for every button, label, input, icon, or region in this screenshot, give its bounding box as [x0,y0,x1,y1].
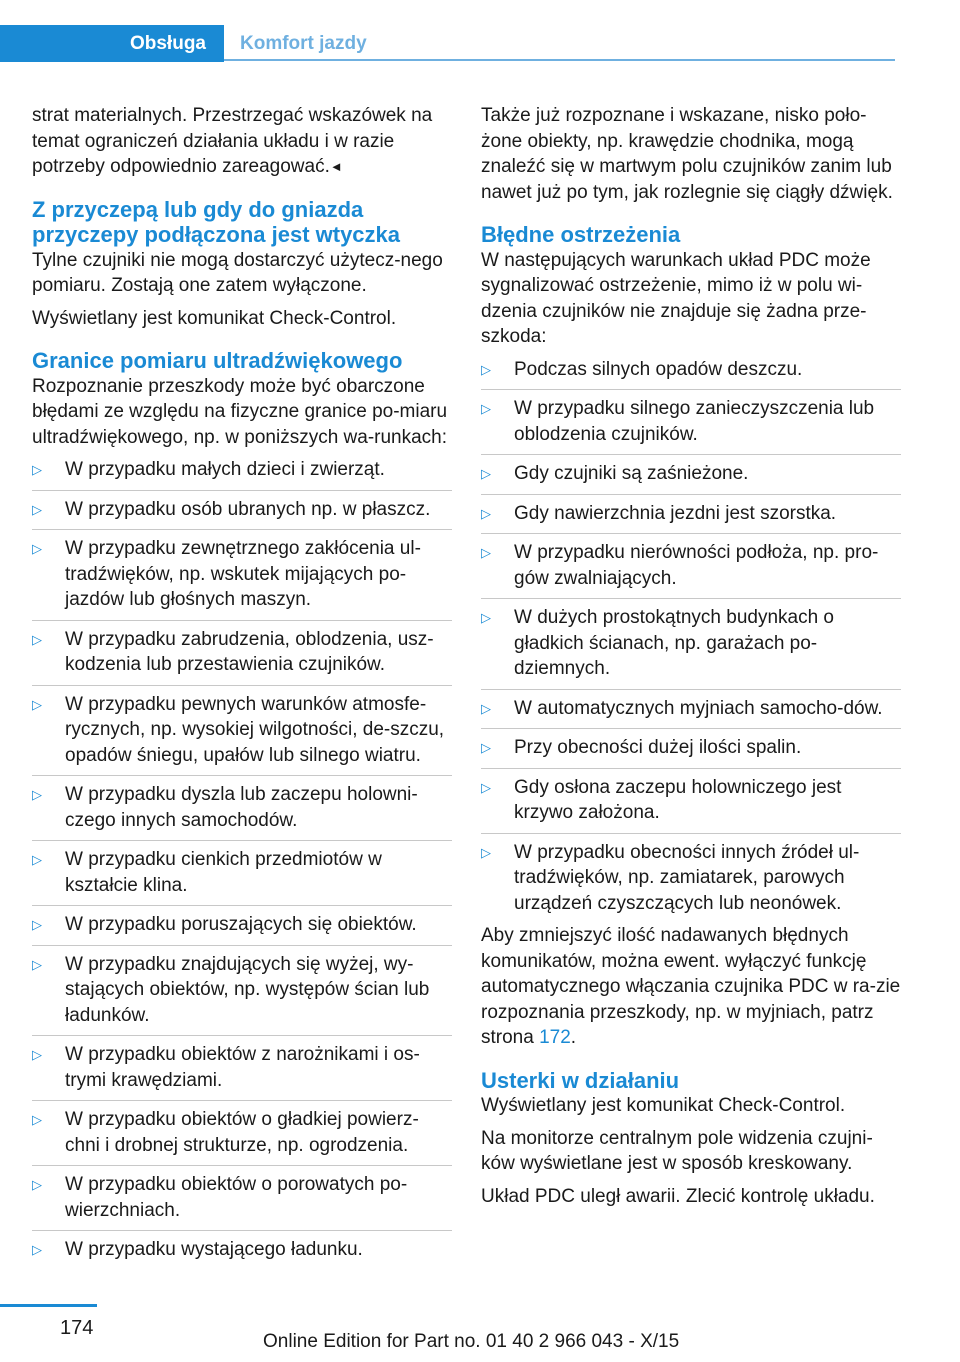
list-item: ▷ W automatycznych myjniach samocho‐dów. [481,696,901,722]
page-number: 174 [60,1317,94,1339]
limits-list [32,457,452,1263]
false-warnings-paragraph: W następujących warunkach układ PDC może sygnalizować ostrzeżenie, mimo iż w polu wi‐dzenia czujników nie znajduje się żadna prze‐szkoda: [481,249,871,347]
divider [32,840,452,841]
triangle-bullet-icon: ▷ [481,610,491,625]
divider [481,389,901,390]
list-item: ▷ W przypadku dyszla lub zaczepu holowni‐czego innych samochodów. [32,784,418,831]
divider [32,490,452,491]
divider [32,529,452,530]
triangle-bullet-icon: ▷ [481,466,491,481]
triangle-bullet-icon: ▷ [32,852,42,867]
triangle-bullet-icon: ▷ [32,631,42,647]
triangle-bullet-icon: ▷ [32,787,42,802]
list-item: ▷ Gdy nawierzchnia jezdni jest szorstka. [481,501,901,527]
heading-trailer: Z przyczepą lub gdy do gniazda przyczepy podłączona jest wtyczka [32,196,401,247]
low-objects-paragraph: Także już rozpoznane i wskazane, nisko poło‐żone obiekty, np. krawędzie chodnika, mogą znaleźć się w martwym polu czujników zanim lub nawet już po tym, jak rozlegnie się ciągły dźwięk. [481,105,893,203]
edition-footer: Online Edition for Part no. 01 40 2 966 043 - X/15 [263,1331,680,1352]
list-item: ▷ W przypadku silnego zanieczyszczenia lub oblodzenia czujników. [481,398,875,445]
limits-paragraph: Rozpoznanie przeszkody może być obarczone błędami ze względu na fizyczne granice po‐miaru ultradźwiękowego, np. w poniższych wa‐runkach: [32,375,448,448]
divider [32,775,452,776]
list-item: ▷ W przypadku wystającego ładunku. [32,1237,452,1263]
reduce-warnings-paragraph: Aby zmniejszyć ilość nadawanych błędnych komunikatów, można ewent. wyłączyć funkcję automatycznego włączania czujnika PDC w ra‐zie rozpoznania przeszkody, np. w myjniach, patrz strona 172. [481,925,901,1048]
list-item: ▷ Podczas silnych opadów deszczu. [481,357,901,383]
heading-ultrasonic-limits: Granice pomiaru ultradźwiękowego [32,348,403,373]
list-item: ▷ W przypadku obiektów z narożnikami i os‐trymi krawędziami. [32,1044,420,1091]
list-item: ▷ W przypadku znajdujących się wyżej, wy‐stających obiektów, np. występów ścian lub ładunków. [32,953,430,1026]
triangle-bullet-icon: ▷ [481,740,491,755]
triangle-bullet-icon: ▷ [32,1112,42,1127]
triangle-bullet-icon: ▷ [32,1177,42,1192]
heading-malfunction: Usterki w działaniu [481,1067,680,1093]
divider [481,598,901,599]
left-column [32,103,452,1270]
page-header [0,25,895,62]
divider [481,533,901,534]
triangle-bullet-icon: ▷ [481,779,491,795]
header-rule [224,59,895,61]
list-item: ▷ W przypadku obecności innych źródeł ul‐tradźwięków, np. zamiatarek, parowych urządzeń czyszczących lub neonówek. [481,841,860,914]
divider [481,454,901,455]
list-item: ▷ W przypadku osób ubranych np. w płaszcz. [32,497,452,523]
triangle-bullet-icon: ▷ [481,505,491,521]
triangle-bullet-icon: ▷ [32,501,42,517]
header-tab-obsluga: Obsługa [0,25,224,62]
divider [32,1100,452,1101]
triangle-bullet-icon: ▷ [32,917,42,932]
triangle-bullet-icon: ▷ [32,956,42,972]
divider [481,728,901,729]
divider [32,945,452,946]
triangle-bullet-icon: ▷ [32,541,42,556]
list-item: ▷ W przypadku nierówności podłoża, np. pro‐gów zwalniających. [481,542,879,589]
heading-false-warnings: Błędne ostrzeżenia [481,222,681,247]
malfunction-paragraph-3: Układ PDC uległ awarii. Zlecić kontrolę układu. [481,1185,875,1207]
triangle-bullet-icon: ▷ [481,545,491,560]
footer-rule [0,1304,97,1307]
divider [32,905,452,906]
triangle-bullet-icon: ▷ [481,361,491,377]
triangle-bullet-icon: ▷ [481,401,491,416]
triangle-bullet-icon: ▷ [481,700,491,716]
list-item: ▷ Gdy czujniki są zaśnieżone. [481,461,901,487]
divider [32,1035,452,1036]
list-item: ▷ W przypadku zewnętrznego zakłócenia ul‐tradźwięków, np. wskutek mijających po‐jazdów lub głośnych maszyn. [32,538,421,610]
divider [481,768,901,769]
malfunction-paragraph-1: Wyświetlany jest komunikat Check-Control. [481,1095,846,1116]
trailer-paragraph-2: Wyświetlany jest komunikat Check-Control. [32,307,397,329]
triangle-bullet-icon: ▷ [32,1047,42,1062]
end-mark-icon: ◄ [329,159,343,174]
triangle-bullet-icon: ▷ [32,696,42,712]
trailer-paragraph-1: Tylne czujniki nie mogą dostarczyć użytecz‐nego pomiaru. Zostają one zatem wyłączone. [32,249,443,296]
list-item: ▷ W przypadku obiektów o porowatych po‐wierzchniach. [32,1174,408,1221]
divider [32,1165,452,1166]
divider [481,689,901,690]
list-item: ▷ W dużych prostokątnych budynkach o gładkich ścianach, np. garażach po‐dziemnych. [481,607,835,679]
list-item: ▷ Przy obecności dużej ilości spalin. [481,735,901,761]
false-warnings-list [481,357,901,917]
list-item: ▷ Gdy osłona zaczepu holowniczego jest krzywo założona. [481,776,842,823]
header-tab-komfort-jazdy: Komfort jazdy [240,33,367,54]
malfunction-paragraph-2: Na monitorze centralnym pole widzenia czujni‐ków wyświetlane jest w sposób kreskowany. [481,1127,873,1174]
list-item: ▷ W przypadku cienkich przedmiotów w kształcie klina. [32,849,382,896]
list-item: ▷ W przypadku małych dzieci i zwierząt. [32,457,452,483]
divider [32,620,452,621]
triangle-bullet-icon: ▷ [481,844,491,860]
divider [481,833,901,834]
page-link-172[interactable]: 172 [539,1027,571,1048]
right-column [481,103,901,1216]
intro-paragraph: strat materialnych. Przestrzegać wskazówek na temat ograniczeń działania układu i w razie potrzeby odpowiednio zareagować.◄ [32,105,433,177]
triangle-bullet-icon: ▷ [32,1242,42,1257]
divider [32,685,452,686]
list-item: ▷ W przypadku poruszających się obiektów. [32,912,452,938]
list-item: ▷ W przypadku pewnych warunków atmosfe‐rycznych, np. wysokiej wilgotności, de‐szczu, opadów śniegu, upałów lub silnego wiatru. [32,693,445,766]
divider [481,494,901,495]
list-item: ▷ W przypadku obiektów o gładkiej powierz‐chni i drobnej strukturze, np. ogrodzenia. [32,1109,419,1156]
divider [32,1230,452,1231]
list-item: ▷ W przypadku zabrudzenia, oblodzenia, usz‐kodzenia lub przestawienia czujników. [32,628,434,675]
triangle-bullet-icon: ▷ [32,462,42,477]
